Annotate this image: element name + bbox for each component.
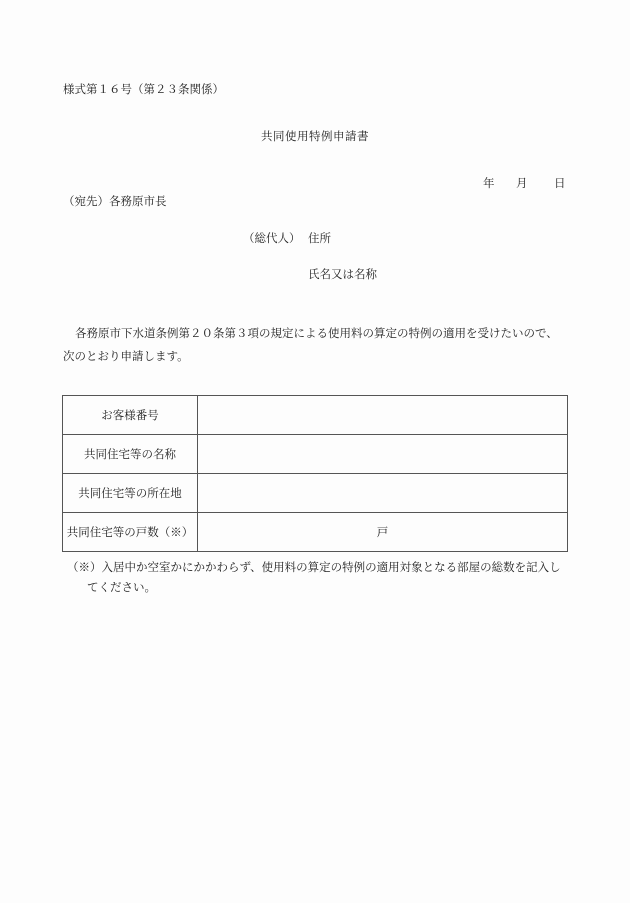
- unit-count-field[interactable]: 戸: [198, 513, 568, 552]
- month-label: 月: [516, 176, 528, 190]
- housing-location-label: 共同住宅等の所在地: [63, 474, 198, 513]
- footnote-line-1: （※）入居中か空室かにかかわらず、使用料の算定の特例の適用対象となる部屋の総数を記入し: [67, 560, 561, 574]
- application-table: [62, 395, 568, 552]
- housing-name-label: 共同住宅等の名称: [63, 435, 198, 474]
- day-label: 日: [554, 176, 566, 190]
- application-statement: [63, 322, 573, 368]
- table-row: [63, 474, 568, 513]
- customer-number-label: お客様番号: [63, 396, 198, 435]
- table-row: [63, 513, 568, 552]
- unit-count-label: 共同住宅等の戸数（※）: [63, 513, 198, 552]
- table-row: [63, 396, 568, 435]
- representative-label: （総代人）: [243, 231, 301, 245]
- housing-location-field[interactable]: [198, 474, 568, 513]
- table-row: [63, 435, 568, 474]
- year-label: 年: [483, 176, 495, 190]
- name-label: 氏名又は名称: [308, 267, 377, 281]
- customer-number-field[interactable]: [198, 396, 568, 435]
- footnote-line-2: てください。: [87, 580, 156, 594]
- addressee: （宛先）各務原市長: [63, 194, 167, 208]
- document-title: 共同使用特例申請書: [261, 129, 369, 143]
- address-label: 住所: [308, 231, 331, 245]
- form-number: 様式第１６号（第２３条関係）: [63, 82, 224, 96]
- date-line: [483, 175, 566, 191]
- statement-line-1: 各務原市下水道条例第２０条第３項の規定による使用料の算定の特例の適用を受けたいので、: [75, 326, 558, 340]
- footnote: [67, 557, 572, 597]
- statement-line-2: 次のとおり申請します。: [63, 349, 189, 363]
- housing-name-field[interactable]: [198, 435, 568, 474]
